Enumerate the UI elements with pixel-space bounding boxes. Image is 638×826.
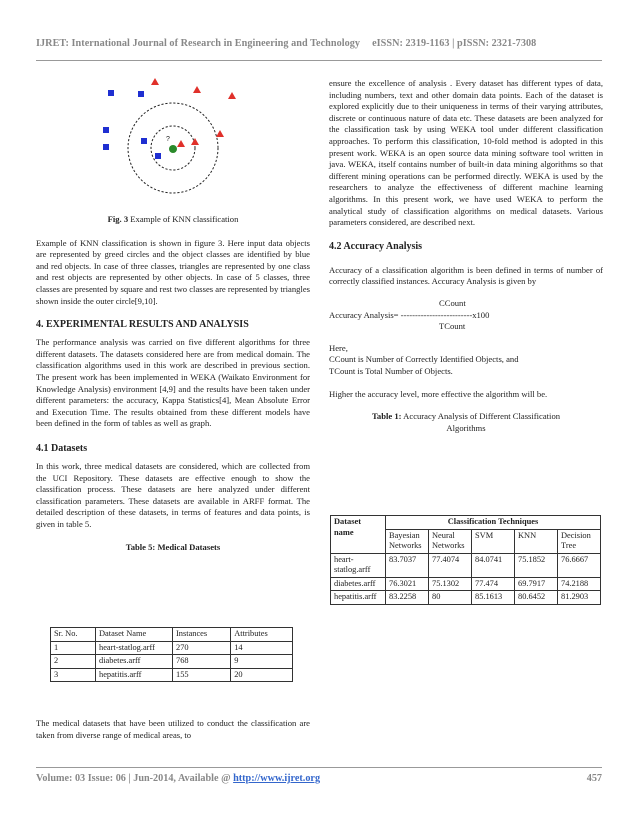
- journal-link[interactable]: http://www.ijret.org: [233, 773, 321, 784]
- table-row: heart-statlog.arff 83.7037 77.4074 84.0741 75.1852 76.6667: [331, 553, 601, 577]
- blue-square: [103, 127, 109, 133]
- paragraph: The medical datasets that have been utilized to conduct the classification are taken from diverse range of medical areas, to: [36, 718, 310, 740]
- issn: eISSN: 2319-1163 | pISSN: 2321-7308: [372, 38, 537, 49]
- subsection-heading: 4.2 Accuracy Analysis: [329, 240, 423, 252]
- blue-square: [141, 138, 147, 144]
- table1-caption: Table 1: Accuracy Analysis of Different Classification Algorithms: [371, 411, 561, 433]
- table-row: 1 heart-statlog.arff 270 14: [51, 641, 293, 655]
- table-header-row: Sr. No. Dataset Name Instances Attributes: [51, 628, 293, 642]
- definition: CCount is Number of Correctly Identified Objects, and: [329, 354, 519, 365]
- running-footer: [36, 773, 602, 784]
- corner-cell: Dataset name: [331, 516, 386, 554]
- formula-numerator: CCount: [439, 297, 466, 308]
- red-triangle: [193, 86, 201, 93]
- table-medical-datasets: [50, 627, 293, 682]
- formula-denominator: TCount: [439, 321, 466, 332]
- blue-square: [103, 144, 109, 150]
- figure-caption: Fig. 3 Example of KNN classification: [107, 214, 239, 224]
- page-number: 457: [586, 773, 602, 784]
- right-column: [329, 78, 603, 434]
- paragraph: ensure the excellence of analysis . Every dataset has different types of data, including numbers, text and other domain data points. Each of the dataset is explored explicitly due to their uniqueness in terms of their varying attributes, discrete or continuous nature of data etc. These datasets are been analyzed for the classification task by using WEKA tool under different classification approaches. To perform this classification, 10-fold method is adopted in this present work. WEKA is an open source data mining software tool written in java. WEKA, itself contains number of built-in data mining algorithms so that different mining operations can be performed directly. WEKA is used by the researchers to analyze the effectiveness of different machine learning algorithms. In this present work, we have used WEKA to perform the analytical study of classification algorithms on medical datasets. Various parameters considered, are described next.: [329, 78, 603, 228]
- query-point: [169, 145, 177, 153]
- paragraph: In this work, three medical datasets are considered, which are collected from the UCI Repository. These datasets are effective enough to show the classification process. These datasets are here analyzed under different classification parameters. These datasets are available in ARFF format. The detailed description of these datasets, in terms of features and data points, is given in table 5.: [36, 460, 310, 529]
- table-header-row: Bayesian Networks Neural Networks SVM KNN Decision Tree: [331, 529, 601, 553]
- blue-square: [138, 91, 144, 97]
- paragraph: Here,: [329, 342, 348, 353]
- journal-title: IJRET: International Journal of Research in Engineering and Technology: [36, 38, 361, 49]
- table-group-row: [331, 516, 601, 530]
- table-row: 3 hepatitis.arff 155 20: [51, 668, 293, 682]
- table-accuracy-analysis: [330, 515, 601, 605]
- formula-line: Accuracy Analysis= -------------------------x100: [329, 309, 490, 320]
- group-header: Classification Techniques: [386, 516, 601, 530]
- table-row: 2 diabetes.arff 768 9: [51, 655, 293, 669]
- paragraph: Accuracy of a classification algorithm is been defined in terms of number of correctly classified instances. Accuracy Analysis is given by: [329, 264, 603, 287]
- footer-rule: [36, 767, 602, 768]
- paragraph: Higher the accuracy level, more effective the algorithm will be.: [329, 389, 548, 400]
- subsection-heading: 4.1 Datasets: [36, 442, 88, 454]
- table-row: diabetes.arff 76.3021 75.1302 77.474 69.7917 74.2188: [331, 577, 601, 591]
- header-rule: [36, 60, 602, 61]
- paragraph: The performance analysis was carried on five different algorithms for three different datasets. The datasets considered here are from medical domain. The classification algorithms used in this work are described in previous section. The present work has been implemented in WEKA (Waikato Environment for Knowledge Analysis) environment [4,9] and the results have been taken under different parameters: the accuracy, Kappa Statistics[4], Mean Absolute Error and Execution Time. The results obtained from these different models have been defined in the form of tables as well as graph.: [36, 337, 310, 429]
- red-triangle: [228, 92, 236, 99]
- blue-square: [155, 153, 161, 159]
- accuracy-formula: [329, 298, 603, 333]
- running-header: [36, 38, 602, 49]
- table5-caption: Table 5: Medical Datasets: [125, 542, 221, 553]
- definition: TCount is Total Number of Objects.: [329, 365, 453, 376]
- paragraph: Example of KNN classification is shown in figure 3. Here input data objects are represented by greed circles and the object classes are identified by blue and red objects. In case of three classes, triangles are represented by one class and rest objects are represented by other objects. In case of 5 classes, three classes are presented by square and rest two classes are represented by triangles shown inside the outer circle[9,10].: [36, 237, 310, 306]
- red-triangle: [151, 78, 159, 85]
- blue-square: [108, 90, 114, 96]
- query-mark: ?: [166, 136, 170, 143]
- volume-info: Volume: 03 Issue: 06 | Jun-2014, Available @: [36, 773, 234, 784]
- table-row: hepatitis.arff 83.2258 80 85.1613 80.6452 81.2903: [331, 591, 601, 605]
- red-triangle: [216, 130, 224, 137]
- red-triangle: [177, 140, 185, 147]
- knn-figure: [36, 78, 310, 198]
- section-heading: 4. EXPERIMENTAL RESULTS AND ANALYSIS: [36, 319, 249, 331]
- red-triangle: [191, 138, 199, 145]
